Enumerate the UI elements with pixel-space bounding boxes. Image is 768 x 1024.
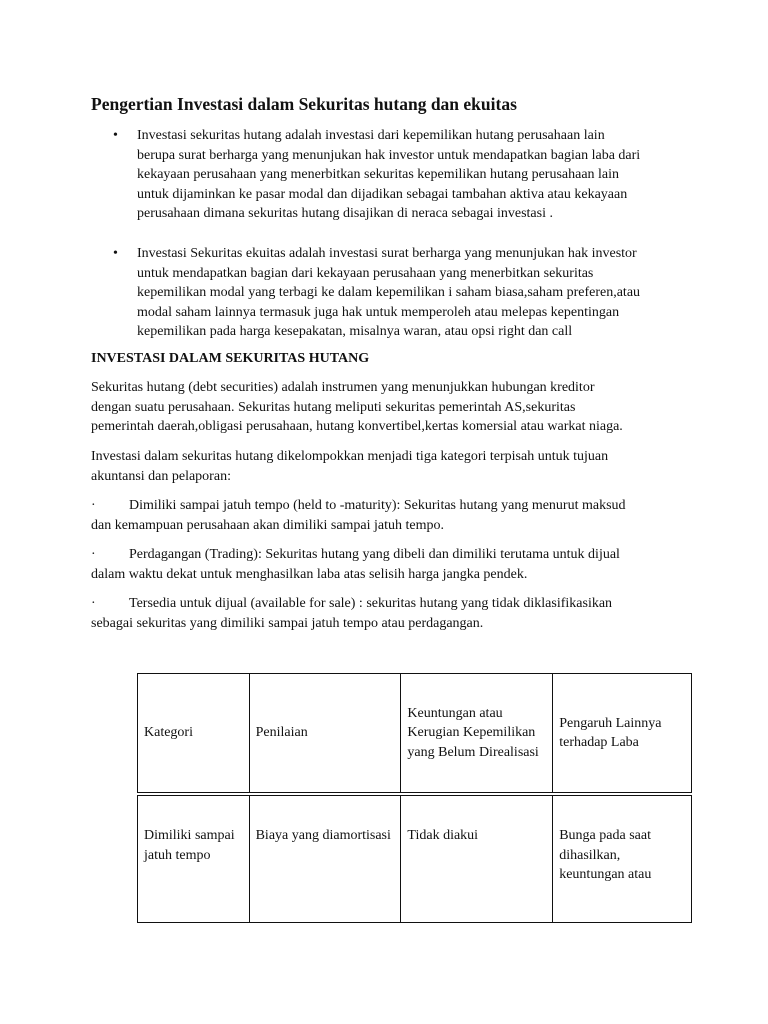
bullet-line: untuk mendapatkan bagian dari kekayaan perusahaan yang menerbitkan sekuritas (137, 265, 594, 281)
category-text: Dimiliki sampai jatuh tempo (held to -maturity): Sekuritas hutang yang menurut maksud (129, 498, 626, 513)
paragraph-line: Sekuritas hutang (debt securities) adalah instrumen yang menunjukkan hubungan kreditor (91, 380, 595, 395)
bullet-line: modal saham lainnya termasuk juga hak untuk memperoleh atau melepas kepentingan (137, 304, 620, 320)
bullet-line: kepemilikan modal yang terbagi ke dalam kepemilikan i saham biasa,saham preferen,atau (137, 285, 641, 300)
table-header-row (138, 674, 692, 795)
table-header-cell: Keuntungan atau Kerugian Kepemilikan yang Belum Direalisasi (401, 674, 553, 795)
category-item-trading (91, 545, 691, 565)
category-item-afs (91, 594, 691, 614)
bullet-line: kepemilikan pada harga kesepakatan, misalnya waran, atau opsi right dan call (137, 324, 573, 339)
bullet-line: untuk dijaminkan ke pasar modal dan dijadikan sebagai tambahan aktiva atau kekayaan (137, 186, 628, 202)
page-title: Pengertian Investasi dalam Sekuritas hutang dan ekuitas (91, 94, 517, 114)
bullet-line: Investasi Sekuritas ekuitas adalah investasi surat berharga yang menunjukan hak investor (137, 246, 637, 261)
bullet-marker: • (113, 128, 118, 143)
category-text-cont: sebagai sekuritas yang dimiliki sampai jatuh tempo atau perdagangan. (91, 615, 484, 631)
bullet-marker: • (113, 246, 118, 261)
table-header-cell: Pengaruh Lainnya terhadap Laba (553, 674, 692, 795)
section-heading: INVESTASI DALAM SEKURITAS HUTANG (91, 351, 370, 366)
table-cell: Bunga pada saat dihasilkan, keuntungan atau (553, 794, 692, 923)
category-text: Tersedia untuk dijual (available for sale) : sekuritas hutang yang tidak diklasifikasikan (129, 596, 613, 611)
category-text: Perdagangan (Trading): Sekuritas hutang yang dibeli dan dimiliki terutama untuk dijual (129, 547, 620, 562)
category-text-cont: dan kemampuan perusahaan akan dimiliki sampai jatuh tempo. (91, 517, 445, 533)
category-table (137, 673, 692, 923)
bullet-line: Investasi sekuritas hutang adalah investasi dari kepemilikan hutang perusahaan lain (137, 128, 605, 143)
table-header-cell: Penilaian (249, 674, 401, 795)
table-cell: Tidak diakui (401, 794, 553, 923)
category-marker: · (91, 547, 96, 562)
table-cell: Biaya yang diamortisasi (249, 794, 401, 923)
paragraph-line: Investasi dalam sekuritas hutang dikelompokkan menjadi tiga kategori terpisah untuk tujuan (91, 449, 609, 464)
paragraph-line: pemerintah daerah,obligasi perusahaan, hutang konvertibel,kertas komersial atau warkat niaga. (91, 419, 623, 434)
category-item-htm (91, 496, 691, 516)
bullet-line: berupa surat berharga yang menunjukan hak investor untuk mendapatkan bagian laba dari (137, 147, 641, 163)
category-marker: · (91, 498, 96, 513)
paragraph-line: dengan suatu perusahaan. Sekuritas hutang meliputi sekuritas pemerintah AS,sekuritas (91, 399, 576, 415)
table-header-cell: Kategori (138, 674, 250, 795)
bullet-line: perusahaan dimana sekuritas hutang disajikan di neraca sebagai investasi . (137, 206, 553, 221)
table-row (138, 794, 692, 923)
paragraph-line: akuntansi dan pelaporan: (91, 468, 231, 484)
category-marker: · (91, 596, 96, 611)
table-cell: Dimiliki sampai jatuh tempo (138, 794, 250, 923)
category-text-cont: dalam waktu dekat untuk menghasilkan laba atas selisih harga jangka pendek. (91, 566, 528, 582)
bullet-line: kekayaan perusahaan yang menerbitkan sekuritas kepemilikan hutang perusahaan lain (137, 167, 620, 182)
